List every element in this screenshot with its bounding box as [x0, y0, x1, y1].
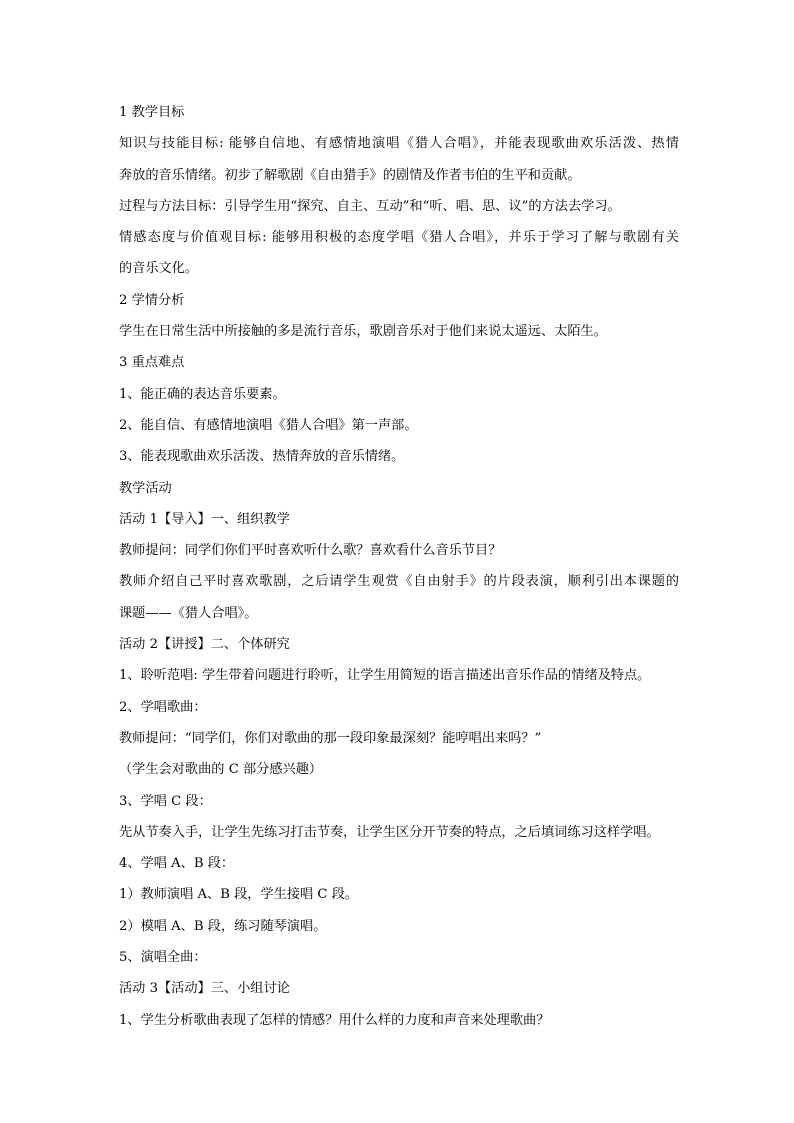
- list-item-learn-c: 3、学唱 C 段：: [119, 793, 212, 809]
- heading-key-difficulties: 3 重点难点: [119, 355, 185, 371]
- document-body: [119, 100, 679, 1039]
- list-item-difficulty-2: 2、能自信、有感情地演唱《猎人合唱》第一声部。: [119, 417, 418, 433]
- paragraph-teacher-intro: 教师介绍自己平时喜欢歌剧，之后请学生观赏《自由射手》的片段表演，顺利引出本课题的: [119, 574, 679, 590]
- list-item-difficulty-1: 1、能正确的表达音乐要素。: [119, 386, 286, 402]
- paragraph-rhythm: 先从节奏入手，让学生先练习打击节奏，让学生区分开节奏的特点，之后填词练习这样学唱。: [119, 824, 660, 840]
- heading-activity-2: 活动 2【讲授】二、个体研究: [119, 637, 290, 653]
- paragraph-teacher-intro-cont: 课题——《猎人合唱》。: [119, 605, 258, 621]
- list-item-full-song: 5、演唱全曲：: [119, 950, 207, 966]
- paragraph-knowledge-goal-cont: 奔放的音乐情绪。初步了解歌剧《自由猎手》的剧情及作者韦伯的生平和贡献。: [119, 167, 581, 183]
- paragraph-teacher-question: 教师提问：同学们你们平时喜欢听什么歌？喜欢看什么音乐节目？: [119, 543, 502, 559]
- list-item-learn-ab: 4、学唱 A、B 段：: [119, 856, 235, 872]
- paragraph-student-analysis: 学生在日常生活中所接触的多是流行音乐，歌剧音乐对于他们来说太遥远、太陌生。: [119, 324, 607, 340]
- paragraph-process-goal: 过程与方法目标：引导学生用“探究、自主、互动”和“听、唱、思、议”的方法去学习。: [119, 198, 621, 214]
- paragraph-student-note: （学生会对歌曲的 C 部分感兴趣）: [119, 762, 323, 778]
- heading-activity-3: 活动 3【活动】三、小组讨论: [119, 981, 290, 997]
- heading-teaching-activities: 教学活动: [119, 480, 172, 496]
- paragraph-teacher-question-2: 教师提问：“同学们，你们对歌曲的那一段印象最深刻？能哼唱出来吗？”: [119, 730, 542, 746]
- heading-teaching-goals: 1 教学目标: [119, 105, 185, 120]
- sub-item-imitate: 2）模唱 A、B 段，练习随琴演唱。: [119, 918, 327, 934]
- paragraph-emotion-goal-cont: 的音乐文化。: [119, 261, 199, 277]
- list-item-learn-song: 2、学唱歌曲：: [119, 699, 207, 715]
- list-item-discussion: 1、学生分析歌曲表现了怎样的情感？用什么样的力度和声音来处理歌曲？: [119, 1012, 550, 1028]
- paragraph-knowledge-goal: 知识与技能目标: 能够自信地、有感情地演唱《猎人合唱》，并能表现歌曲欢乐活泼、热情: [119, 136, 679, 152]
- heading-student-analysis: 2 学情分析: [119, 292, 185, 308]
- list-item-listen: 1、聆听范唱: 学生带着问题进行聆听，让学生用简短的语言描述出音乐作品的情绪及特点。: [119, 668, 651, 684]
- list-item-difficulty-3: 3、能表现歌曲欢乐活泼、热情奔放的音乐情绪。: [119, 449, 405, 465]
- heading-activity-1: 活动 1【导入】一、组织教学: [119, 511, 290, 527]
- paragraph-emotion-goal: 情感态度与价值观目标: 能够用积极的态度学唱《猎人合唱》，并乐于学习了解与歌剧有关: [119, 230, 679, 246]
- sub-item-teacher-sing: 1）教师演唱 A、B 段，学生接唱 C 段。: [119, 887, 359, 903]
